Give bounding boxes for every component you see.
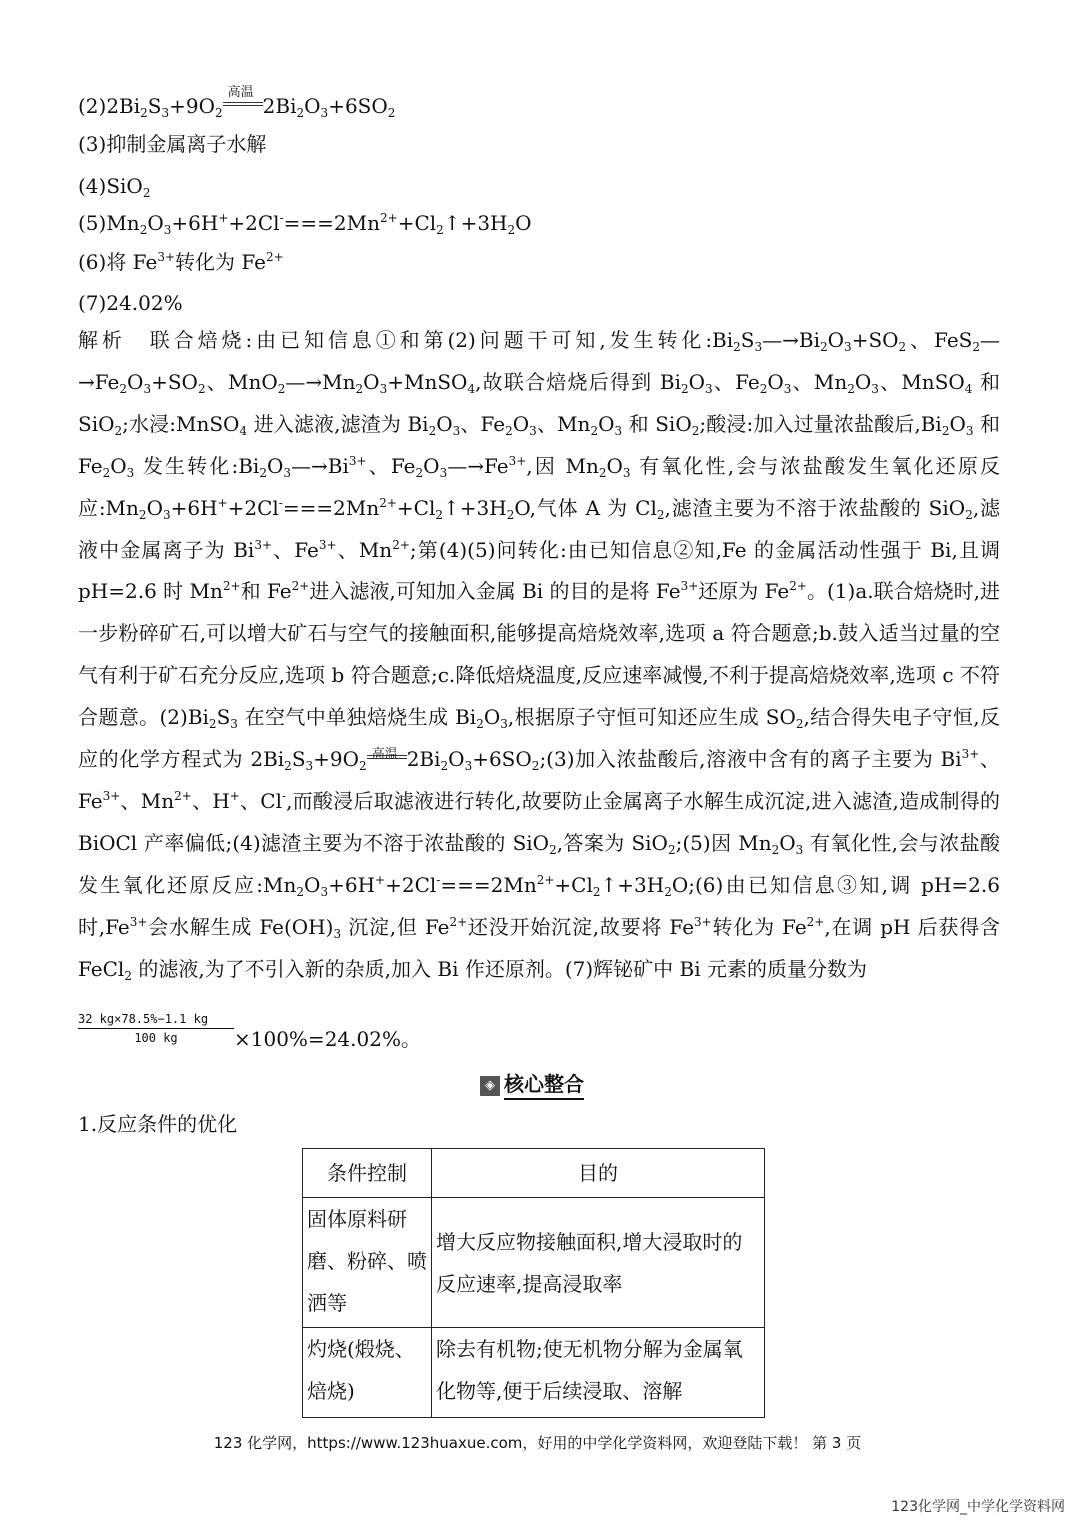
table-row: [303, 1198, 765, 1328]
table-cell: 增大反应物接触面积,增大浸取时的反应速率,提高浸取率: [432, 1198, 765, 1328]
answer-2: $(2)2Bi_2S_3+9O_2$ 高温 $2Bi_2O_3+6SO_2$: [78, 85, 396, 120]
table-cell: 灼烧(煅烧、焙烧): [303, 1328, 432, 1418]
watermark-text: 123化学网_中学化学资料网: [891, 1499, 1065, 1515]
condition-table: [302, 1148, 765, 1418]
answer-6: (6)将 $Fe^{3+}$转化为 $Fe^{2+}$: [78, 250, 284, 274]
answer-7: (7)24.02%: [78, 291, 183, 315]
diamond-icon: ◈: [480, 1076, 500, 1096]
subheading: 1.反应条件的优化: [78, 1112, 238, 1136]
section-heading: ◈ 核心整合: [480, 1068, 584, 1097]
reaction-condition: 高温: [223, 99, 263, 113]
page-footer: 123 化学网，https://www.123huaxue.com，好用的中学化学资料网，欢迎登陆下载！ 第 3 页: [213, 1434, 862, 1452]
analysis-paragraph: 解析 联合焙烧:由已知信息①和第(2)问题干可知,发生转化$:Bi_2S_3—\to Bi_2O_3+SO_2$、$FeS_2—\to Fe_2O_3+SO_2$、$MnO_2—\to Mn_2O_3+MnSO_4$,故联合焙烧后得到 $Bi_2O_3$、$Fe_2O_3$、$Mn_2O_3$、MnSO$_4$ 和 SiO$_2$;水浸:MnSO$_4$ 进入滤液,滤渣为 $Bi_2O_3$、$Fe_2O_3$、$Mn_2O_3$ 和 SiO$_2$;酸浸:加入过量浓盐酸后$,Bi_2O_3$ 和 $Fe_2O_3$ 发生转化$:Bi_2O_3—\to Bi^{3+}$、$Fe_2O_3—\to Fe^{3+}$,因 $Mn_2O_3$ 有氧化性,会与浓盐酸发生氧化还原反应$:Mn_2O_3+6H^++2Cl^-===2Mn^{2+}+Cl_2↑+3H_2O$,气体 A 为 $Cl_2$,滤渣主要为不溶于浓盐酸的 SiO$_2$,滤液中金属离子为 $Bi^{3+}$、$Fe^{3+}$、$Mn^{2+}$;第(4)(5)问转化:由已知信息②知,Fe 的金属活动性强于 Bi,且调 pH=2.6 时 $Mn^{2+}$和 $Fe^{2+}$进入滤液,可知加入金属 Bi 的目的是将 $Fe^{3+}$还原为 $Fe^{2+}$。(1)a.联合焙烧时,进一步粉碎矿石,可以增大矿石与空气的接触面积,能够提高焙烧效率,选项 a 符合题意;b.鼓入适当过量的空气有利于矿石充分反应,选项 b 符合题意;c.降低焙烧温度,反应速率减慢,不利于提高焙烧效率,选项 c 不符合题意。$(2)Bi_2S_3$ 在空气中单独焙烧生成 $Bi_2O_3$,根据原子守恒可知还应生成 $SO_2$,结合得失电子守恒,反应的化学方程式为 $2Bi_2S_3+9O_2$ 高温 $2Bi_2O_3+6SO_2;(3)$加入浓盐酸后,溶液中含有的离子主要为 $Bi^{3+}$、$Fe^{3+}$、$Mn^{2+}$、H+、Cl-,而酸浸后取滤液进行转化,故要防止金属离子水解生成沉淀,进入滤渣,造成制得的 BiOCl 产率偏低;(4)滤渣主要为不溶于浓盐酸的 SiO$_2$,答案为 SiO$_2$;(5)因 $Mn_2O_3$ 有氧化性,会与浓盐酸发生氧化还原反应$:Mn_2O_3+6H^++2Cl^-===2Mn^{2+}+Cl_2↑+3H_2O;(6)$由已知信息③知,调 pH=2.6 时$,Fe^{3+}$会水解生成 $Fe(OH)_3$ 沉淀,但 $Fe^{2+}$还没开始沉淀,故要将 $Fe^{3+}$转化为 $Fe^{2+}$,在调 pH 后获得含 FeCl$_2$ 的滤液,为了不引入新的杂质,加入 Bi 作还原剂。(7)辉铋矿中 Bi 元素的质量分数为: [78, 328, 1001, 983]
table-cell: 除去有机物;使无机物分解为金属氧化物等,便于后续浸取、溶解: [432, 1328, 765, 1418]
mass-fraction-formula: 32 kg×78.5%−1.1 kg 100 kg ×100%=24.02%。: [78, 1012, 421, 1051]
answer-3: (3)抑制金属离子水解: [78, 132, 267, 156]
table-header: 目的: [432, 1149, 765, 1198]
table-cell: 固体原料研磨、粉碎、喷洒等: [303, 1198, 432, 1328]
answer-5: $(5)Mn_2O_3+6H^++2Cl^-===2Mn^{2+}+Cl_2↑+3H_2O$: [78, 211, 532, 237]
answer-4: (4)SiO$_2$: [78, 174, 151, 200]
table-header: 条件控制: [303, 1149, 432, 1198]
table-row: [303, 1328, 765, 1418]
